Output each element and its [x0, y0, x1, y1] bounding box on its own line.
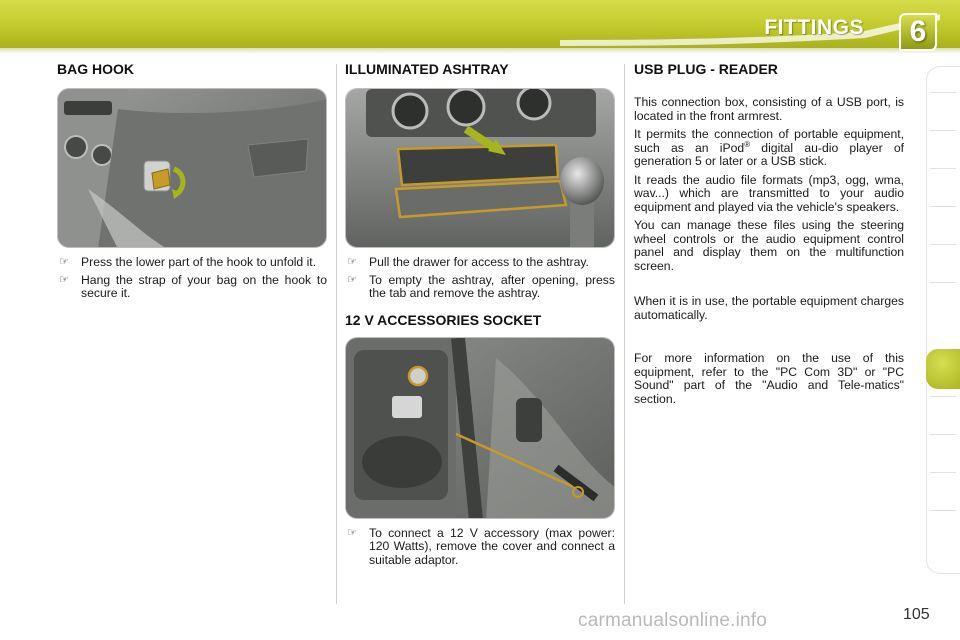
- usb-paragraph: It permits the connection of portable equipment, such as an iPod® digital au-dio player of generation 5 or later or a USB stick.: [634, 127, 904, 168]
- bag-hook-section: [57, 58, 327, 305]
- chapter-number: 6: [909, 15, 927, 48]
- chapter-tab[interactable]: [930, 92, 956, 129]
- usb-section: [634, 58, 904, 411]
- pointing-hand-icon: ☞: [59, 273, 69, 286]
- ashtray-section: [345, 58, 615, 571]
- bag-hook-title: BAG HOOK: [57, 61, 134, 77]
- watermark: carmanualsonline.info: [578, 610, 768, 631]
- list-item: ☞ To connect a 12 V accessory (max power: 120 Watts), remove the cover and connect a suitable adaptor.: [345, 527, 615, 568]
- usb-title: USB PLUG - READER: [634, 61, 778, 77]
- page-number: 105: [903, 606, 930, 623]
- chapter-tab[interactable]: [930, 510, 956, 547]
- chapter-tab[interactable]: [930, 130, 956, 167]
- pointing-hand-icon: ☞: [347, 273, 357, 286]
- chapter-tab-active[interactable]: [926, 349, 960, 389]
- socket-title: 12 V ACCESSORIES SOCKET: [345, 311, 542, 328]
- list-item: ☞ Press the lower part of the hook to unfold it.: [57, 256, 327, 270]
- usb-paragraph: This connection box, consisting of a USB port, is located in the front armrest.: [634, 95, 904, 123]
- list-item: ☞ Hang the strap of your bag on the hook to secure it.: [57, 274, 327, 301]
- ashtray-photo: [345, 88, 615, 248]
- usb-paragraph: You can manage these files using the steering wheel controls or the audio equipment control panel and display them on the multifunction screen.: [634, 218, 904, 273]
- column-divider: [624, 64, 625, 604]
- pointing-hand-icon: ☞: [347, 256, 357, 268]
- ashtray-title: ILLUMINATED ASHTRAY: [345, 61, 509, 77]
- chapter-tab-strip: [926, 66, 960, 574]
- socket-photo: [345, 337, 615, 519]
- header-swoosh: [560, 10, 940, 46]
- usb-paragraph: For more information on the use of this equipment, refer to the "PC Com 3D" or "PC Sound" part of the "Audio and Tele-matics" section.: [634, 351, 904, 406]
- bag-hook-steps: [57, 256, 327, 301]
- chapter-tab[interactable]: [930, 282, 956, 319]
- pointing-hand-icon: ☞: [59, 256, 69, 268]
- list-item: ☞ To empty the ashtray, after opening, press the tab and remove the ashtray.: [345, 274, 615, 301]
- usb-paragraph: It reads the audio file formats (mp3, ogg, wma, wav...) which are transmitted to your audio equipment and played via the vehicle's speakers.: [634, 172, 904, 214]
- column-divider: [336, 64, 337, 604]
- chapter-tab[interactable]: [930, 168, 956, 205]
- chapter-tab[interactable]: [930, 472, 956, 509]
- chapter-tab[interactable]: [930, 434, 956, 471]
- chapter-tab[interactable]: [930, 206, 956, 243]
- usb-paragraph: When it is in use, the portable equipment charges automatically.: [634, 294, 904, 322]
- list-item: ☞ Pull the drawer for access to the ashtray.: [345, 256, 615, 270]
- chapter-tab[interactable]: [930, 244, 956, 281]
- chapter-tab[interactable]: [930, 396, 956, 433]
- bag-hook-photo: [57, 88, 327, 248]
- ashtray-steps: [345, 256, 615, 301]
- pointing-hand-icon: ☞: [347, 526, 357, 539]
- page-title: FITTINGS: [764, 16, 864, 39]
- socket-steps: [345, 527, 615, 568]
